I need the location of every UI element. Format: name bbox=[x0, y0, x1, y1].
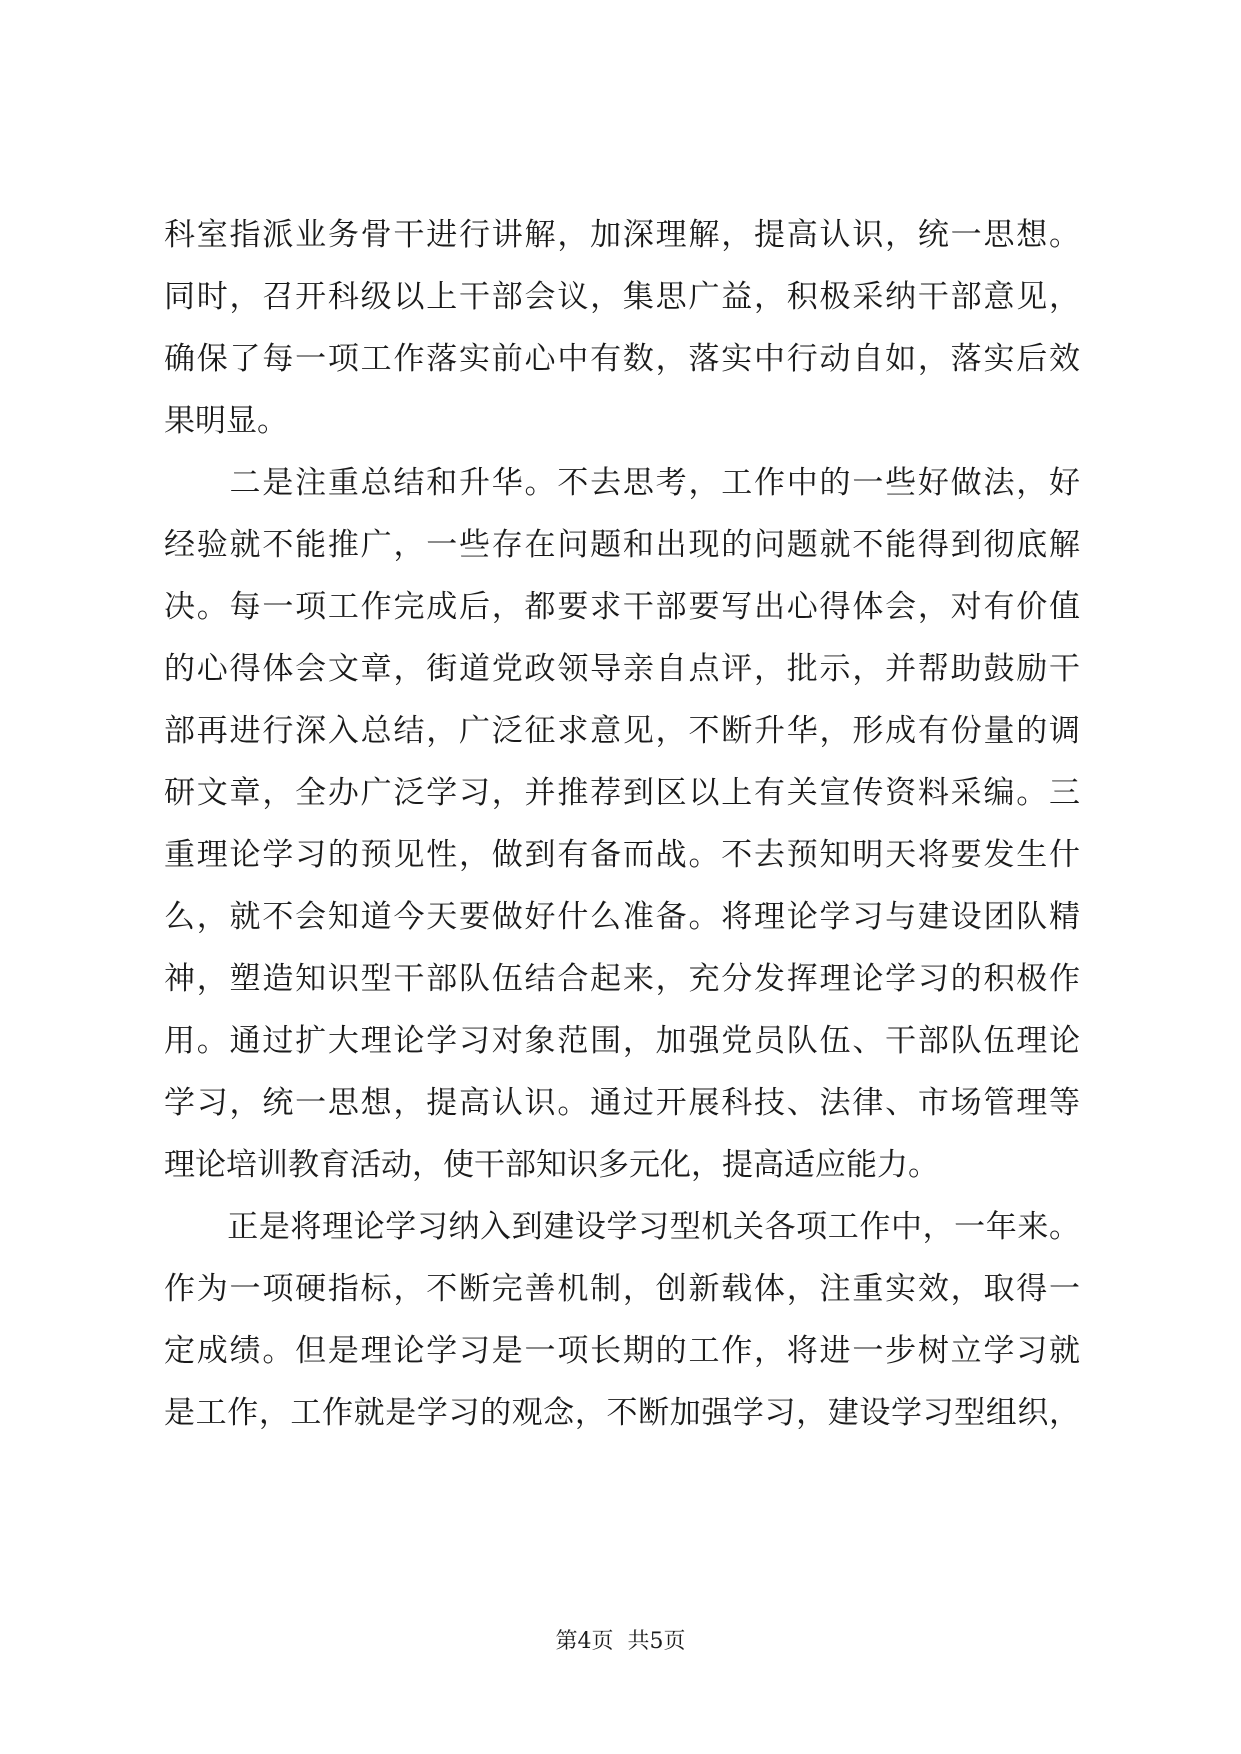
text-line: 正是将理论学习纳入到建设学习型机关各项工作中，一年来。 bbox=[164, 1209, 1080, 1245]
text-line: 的心得体会文章，街道党政领导亲自点评，批示，并帮助鼓励干 bbox=[164, 651, 1080, 687]
text-line: 定成绩。但是理论学习是一项长期的工作，将进一步树立学习就 bbox=[164, 1333, 1080, 1369]
text-line: 经验就不能推广，一些存在问题和出现的问题就不能得到彻底解 bbox=[164, 527, 1080, 563]
body-text bbox=[164, 204, 1080, 1444]
text-line: 用。通过扩大理论学习对象范围，加强党员队伍、干部队伍理论 bbox=[164, 1023, 1080, 1059]
text-line: 学习，统一思想，提高认识。通过开展科技、法律、市场管理等 bbox=[164, 1085, 1080, 1121]
text-line: 果明显。 bbox=[164, 403, 288, 439]
text-line: 么，就不会知道今天要做好什么准备。将理论学习与建设团队精 bbox=[164, 899, 1080, 935]
text-line: 理论培训教育活动，使干部知识多元化，提高适应能力。 bbox=[164, 1147, 939, 1183]
text-line: 重理论学习的预见性，做到有备而战。不去预知明天将要发生什 bbox=[164, 837, 1080, 873]
text-line: 部再进行深入总结，广泛征求意见，不断升华，形成有份量的调 bbox=[164, 713, 1080, 749]
page-number-footer: 第4页 共5页 bbox=[555, 1629, 686, 1654]
text-line: 二是注重总结和升华。不去思考，工作中的一些好做法，好 bbox=[164, 465, 1080, 501]
text-line: 科室指派业务骨干进行讲解，加深理解，提高认识，统一思想。 bbox=[164, 217, 1080, 253]
text-line: 研文章，全办广泛学习，并推荐到区以上有关宣传资料采编。三 bbox=[164, 775, 1080, 811]
text-line: 作为一项硬指标，不断完善机制，创新载体，注重实效，取得一 bbox=[164, 1271, 1080, 1307]
text-line: 确保了每一项工作落实前心中有数，落实中行动自如，落实后效 bbox=[164, 341, 1080, 377]
text-line: 是工作，工作就是学习的观念，不断加强学习，建设学习型组织， bbox=[164, 1395, 1080, 1431]
text-line: 神，塑造知识型干部队伍结合起来，充分发挥理论学习的积极作 bbox=[164, 961, 1080, 997]
text-line: 决。每一项工作完成后，都要求干部要写出心得体会，对有价值 bbox=[164, 589, 1080, 625]
text-line: 同时，召开科级以上干部会议，集思广益，积极采纳干部意见， bbox=[164, 279, 1080, 315]
